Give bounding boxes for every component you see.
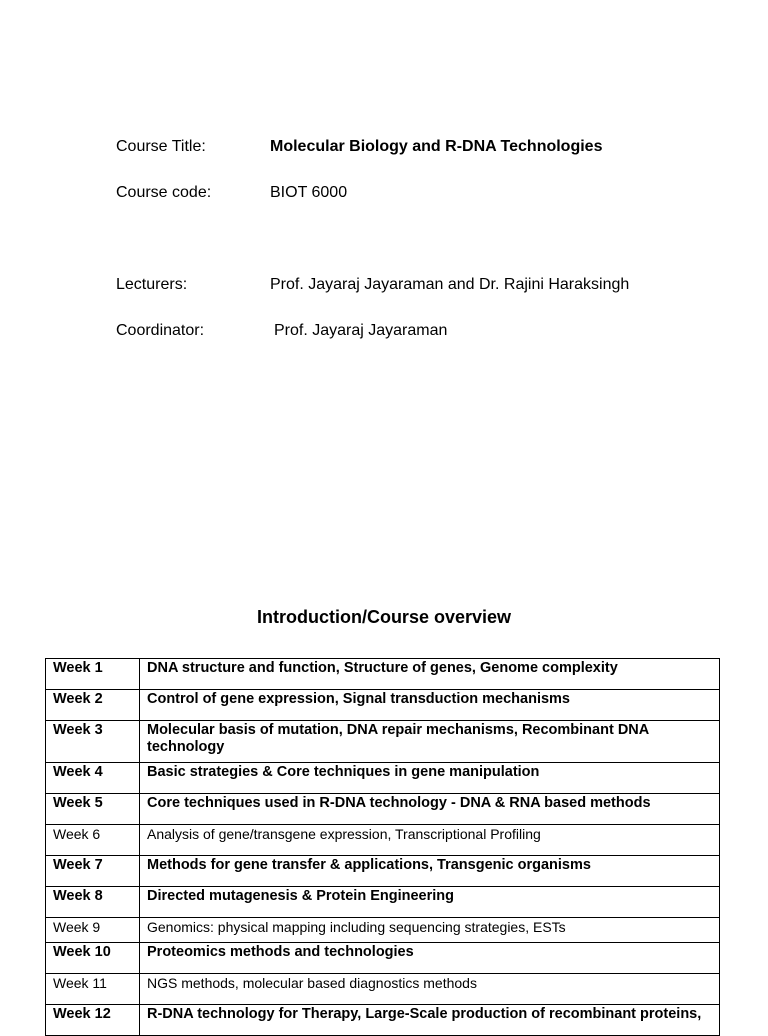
topic-cell: DNA structure and function, Structure of genes, Genome complexity [140, 659, 720, 690]
lecturers-label: Lecturers: [116, 276, 188, 293]
lecturers-value: Prof. Jayaraj Jayaraman and Dr. Rajini Haraksingh [270, 276, 630, 293]
table-row [46, 659, 720, 690]
week-cell: Week 8 [46, 887, 140, 918]
week-cell: Week 6 [46, 825, 140, 856]
coordinator-value: Prof. Jayaraj Jayaraman [274, 322, 448, 339]
topic-cell: Methods for gene transfer & applications, Transgenic organisms [140, 856, 720, 887]
topic-cell: Proteomics methods and technologies [140, 943, 720, 974]
week-cell: Week 1 [46, 659, 140, 690]
table-row [46, 825, 720, 856]
week-cell: Week 9 [46, 918, 140, 943]
topic-cell: Genomics: physical mapping including sequencing strategies, ESTs [140, 918, 720, 943]
course-title-label: Course Title: [116, 138, 206, 155]
course-title-value: Molecular Biology and R-DNA Technologies [270, 138, 603, 155]
coordinator-label: Coordinator: [116, 322, 205, 339]
week-cell: Week 5 [46, 794, 140, 825]
table-row [46, 763, 720, 794]
schedule-table [45, 658, 720, 1036]
table-row [46, 1005, 720, 1036]
table-row [46, 974, 720, 1005]
topic-cell: NGS methods, molecular based diagnostics methods [140, 974, 720, 1005]
week-cell: Week 7 [46, 856, 140, 887]
section-heading: Introduction/Course overview [256, 607, 512, 627]
topic-cell: Directed mutagenesis & Protein Engineering [140, 887, 720, 918]
topic-cell: Basic strategies & Core techniques in gene manipulation [140, 763, 720, 794]
week-cell: Week 11 [46, 974, 140, 1005]
table-row [46, 887, 720, 918]
table-row [46, 918, 720, 943]
table-row [46, 690, 720, 721]
table-row [46, 856, 720, 887]
course-code-label: Course code: [116, 184, 212, 201]
week-cell: Week 2 [46, 690, 140, 721]
table-row [46, 794, 720, 825]
topic-cell: Control of gene expression, Signal transduction mechanisms [140, 690, 720, 721]
week-cell: Week 12 [46, 1005, 140, 1036]
topic-cell: Molecular basis of mutation, DNA repair mechanisms, Recombinant DNA technology [140, 721, 720, 763]
week-cell: Week 4 [46, 763, 140, 794]
week-cell: Week 10 [46, 943, 140, 974]
topic-cell: Core techniques used in R-DNA technology - DNA & RNA based methods [140, 794, 720, 825]
topic-cell: R-DNA technology for Therapy, Large-Scale production of recombinant proteins, [140, 1005, 720, 1036]
topic-cell: Analysis of gene/transgene expression, Transcriptional Profiling [140, 825, 720, 856]
table-row [46, 721, 720, 763]
course-code-value: BIOT 6000 [270, 184, 348, 201]
table-row [46, 943, 720, 974]
week-cell: Week 3 [46, 721, 140, 763]
